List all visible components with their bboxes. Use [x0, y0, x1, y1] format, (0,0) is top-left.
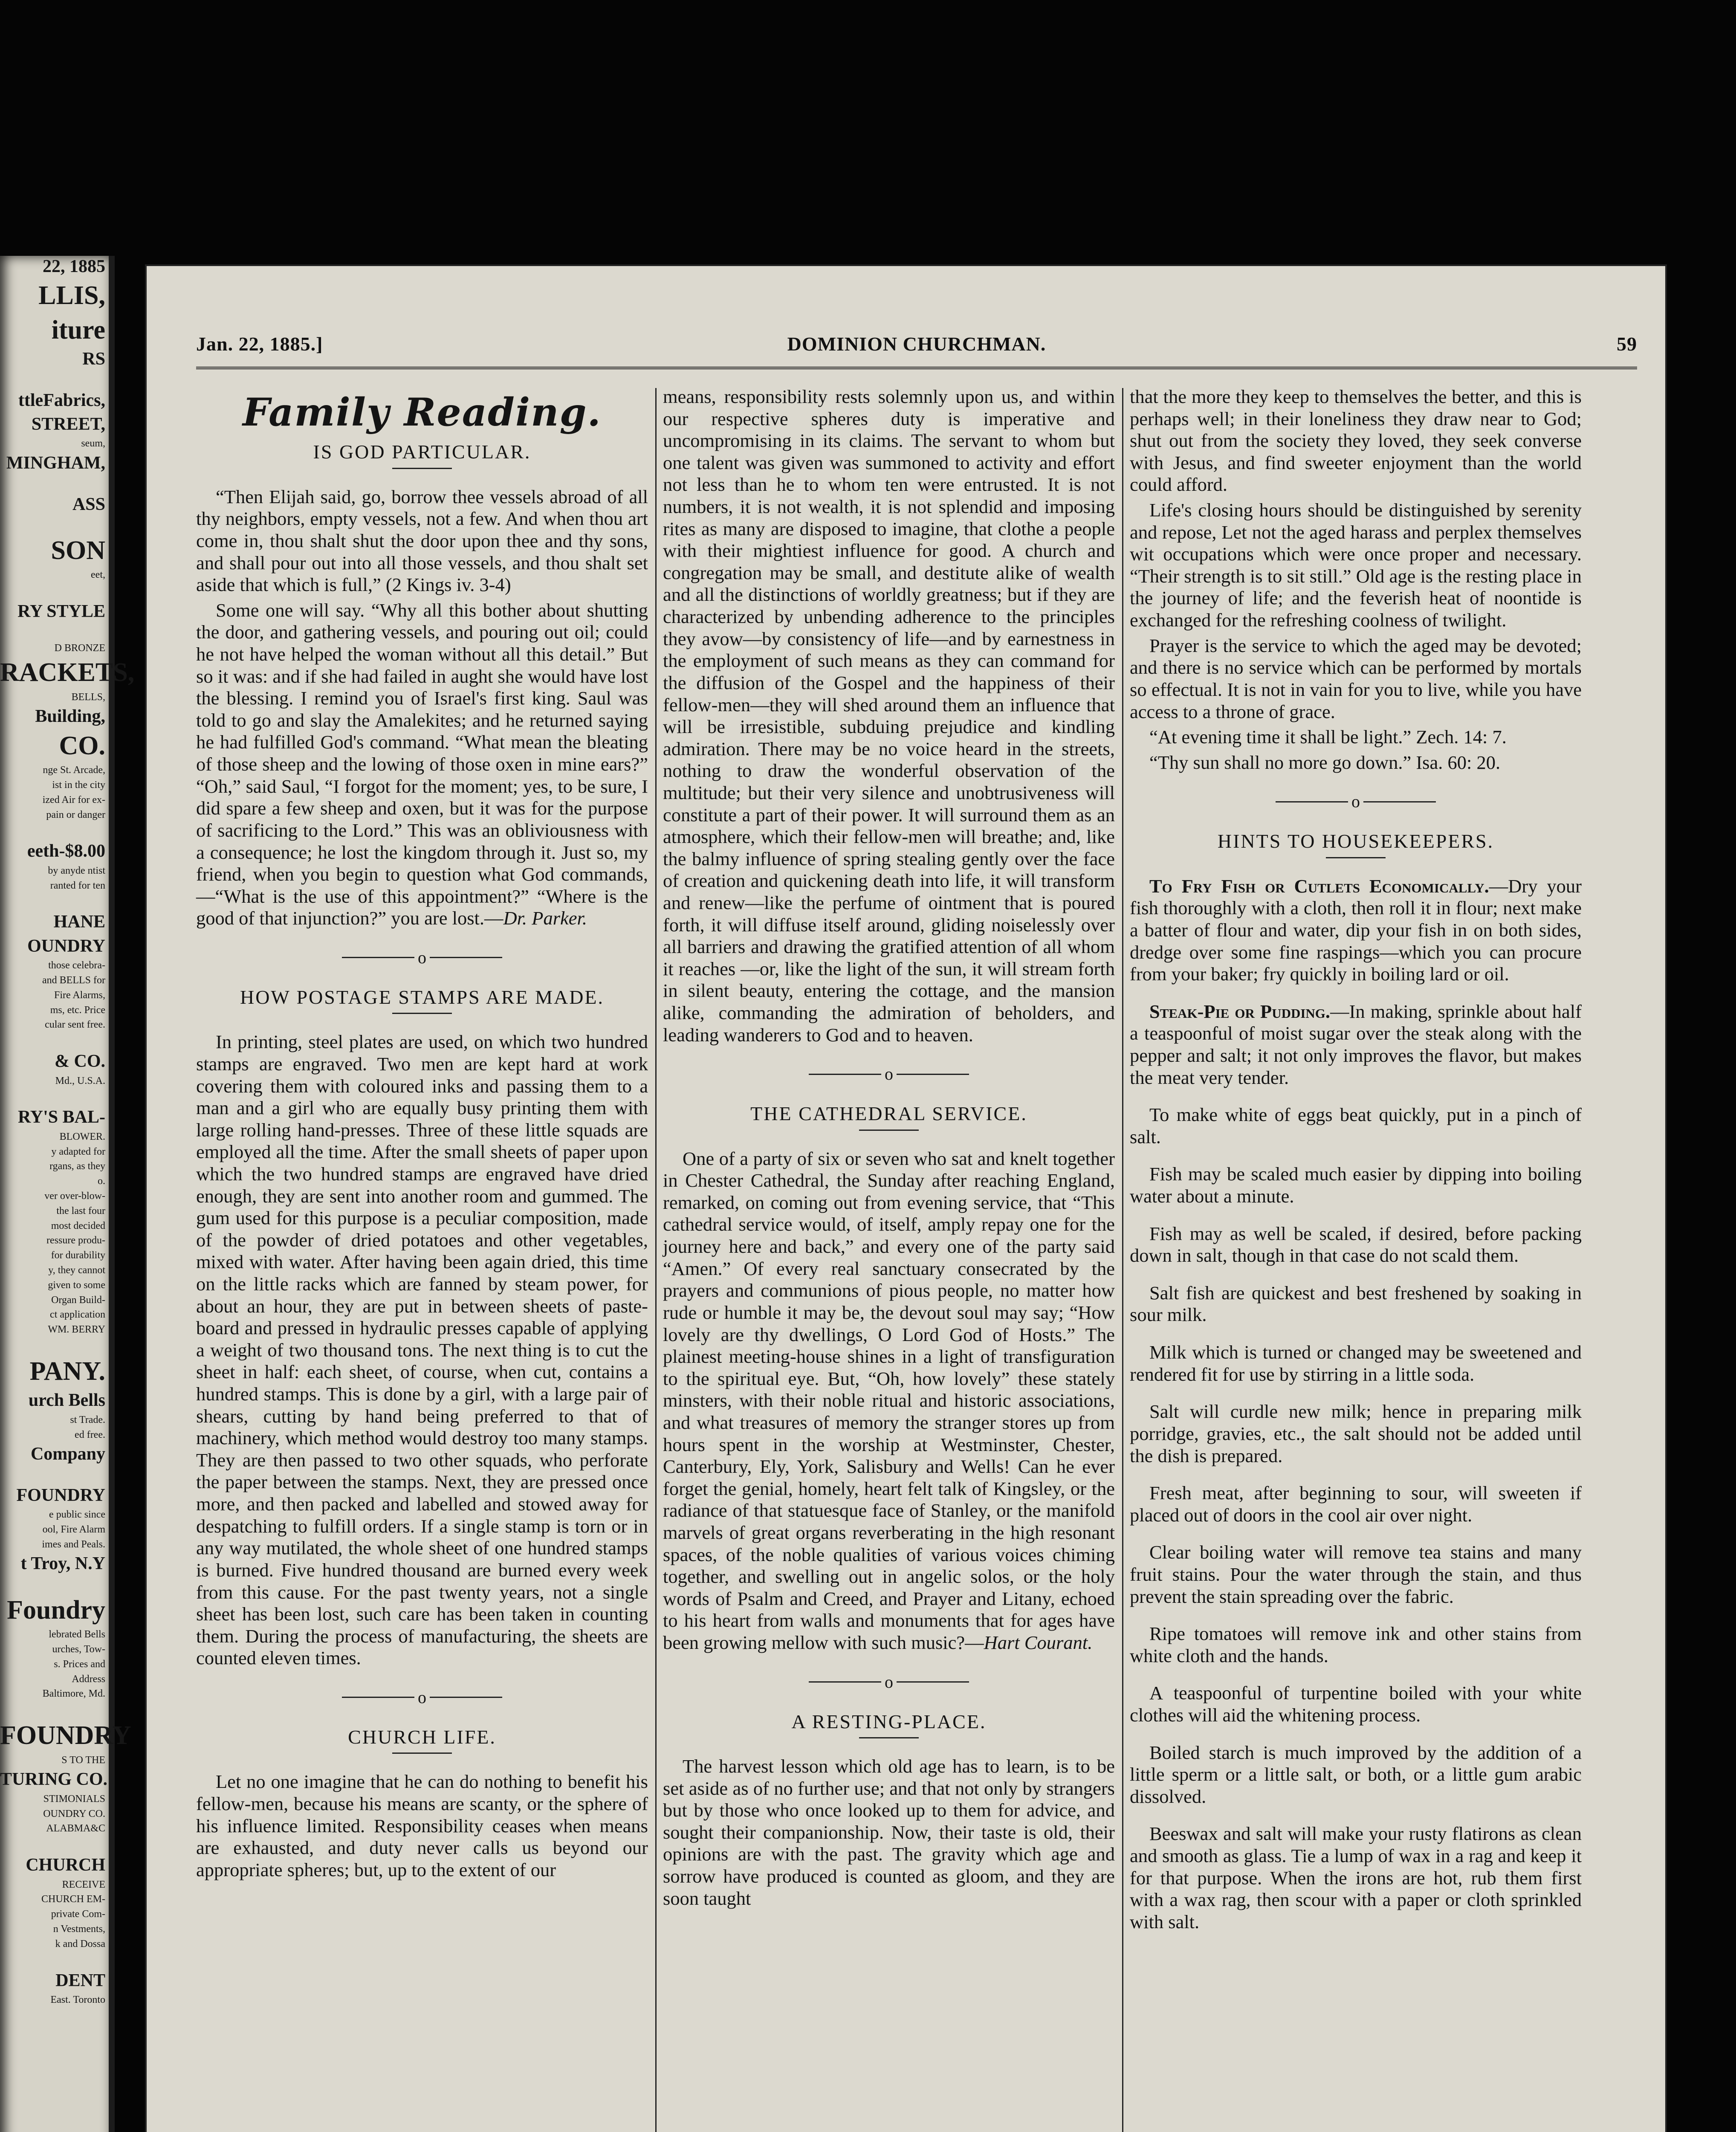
hint-fry-fish [1130, 875, 1582, 985]
adjacent-page-fragment: DENT [55, 1970, 105, 1990]
hint-item: A teaspoonful of turpentine boiled with your white clothes will aid the whitening process. [1130, 1682, 1582, 1726]
adjacent-page-fragment: ct application [50, 1309, 105, 1321]
adjacent-page-fragment: most decided [51, 1220, 105, 1231]
adjacent-page-fragment: n Vestments, [53, 1923, 105, 1935]
adjacent-page-fragment: BLOWER. [59, 1131, 105, 1142]
column-3 [1130, 386, 1582, 2132]
adjacent-page-fragment: STIMONIALS [43, 1793, 105, 1805]
hint-item: Ripe tomatoes will remove ink and other stains from white cloth and the hands. [1130, 1623, 1582, 1666]
adjacent-page-fragment: STREET, [31, 414, 105, 434]
adjacent-page-fragment: ed free. [75, 1429, 105, 1440]
adjacent-page-fragment: eet, [91, 569, 105, 581]
paragraph: The harvest lesson which old age has to learn, is to be set aside as of no further use; and that not only by strangers but by those who once looked up to them for advice, and sought their companionship. Now, their taste is old, their opinions are with the past. The gravity which age and sorrow have produced is counted as gloom, and they are soon taught [663, 1755, 1115, 1909]
adjacent-page-fragment: WM. BERRY [48, 1324, 105, 1335]
hint-item: Fish may as well be scaled, if desired, before packing down in salt, though in that case do not scald them. [1130, 1222, 1582, 1266]
hint-item: Clear boiling water will remove tea stains and many fruit stains. Pour the water through the stain, and thus prevent the stain spreading over the fabric. [1130, 1541, 1582, 1607]
adjacent-page-fragment: 22, 1885 [43, 257, 105, 276]
adjacent-page-fragment: RS [82, 349, 105, 369]
column-rule [655, 388, 657, 2132]
adjacent-page-fragment: OUNDRY CO. [43, 1808, 105, 1819]
heading-rule [392, 468, 452, 469]
heading-rule [859, 1737, 919, 1738]
adjacent-page-fragment: imes and Peals. [42, 1538, 105, 1550]
adjacent-page-fragment: s. Prices and [54, 1658, 105, 1670]
hint-item: Salt fish are quickest and best freshened by soaking in sour milk. [1130, 1282, 1582, 1326]
adjacent-page-fragment: for durability [51, 1250, 105, 1261]
adjacent-page-fragment: LLIS, [38, 281, 105, 310]
adjacent-page-fragment: ool, Fire Alarm [42, 1524, 105, 1535]
hint-title: To Fry Fish or Cutlets Economically. [1149, 875, 1489, 897]
article-heading: IS GOD PARTICULAR. [313, 441, 531, 463]
article-resting-place [663, 1710, 1115, 1910]
adjacent-page-fragment: ized Air for ex- [42, 794, 105, 805]
running-head [196, 324, 1637, 369]
article-heading: HOW POSTAGE STAMPS ARE MADE. [240, 986, 605, 1008]
hint-item: To make white of eggs beat quickly, put in a pinch of salt. [1130, 1104, 1582, 1147]
article-hints-to-housekeepers [1130, 830, 1582, 1933]
paragraph: Let no one imagine that he can do nothing to benefit his fellow-men, because his means are scanty, or the sphere of his influence limited. Responsibility ceases when means are exhausted, and duty never calls us beyond our appropriate spheres; but, up to the extent of our [196, 1771, 648, 1880]
hint-steak-pie [1130, 1001, 1582, 1089]
adjacent-page-fragment: seum, [81, 438, 105, 449]
article-heading: HINTS TO HOUSEKEEPERS. [1217, 830, 1494, 852]
scripture-quote: “At evening time it shall be light.” Zech. 14: 7. [1149, 726, 1507, 748]
adjacent-page-fragment: eeth-$8.00 [27, 841, 105, 861]
adjacent-page-fragment: urch Bells [28, 1390, 105, 1411]
adjacent-page-fragment: FOUNDRY [0, 1721, 131, 1750]
adjacent-page-fragment: MINGHAM, [6, 453, 105, 473]
adjacent-page-fragment: RECEIVE [62, 1879, 105, 1890]
attribution: Dr. Parker. [503, 907, 587, 929]
hint-title: Steak-Pie or Pudding. [1149, 1000, 1331, 1022]
column-1 [196, 386, 648, 2132]
paragraph-continued: means, responsibility rests solemnly upon us, and within our respective spheres duty is imperative and uncompromising in its claims. The servant to whom but one talent was given was summoned to activity and effort not less than he to whom ten were entrusted. It is not numbers, it is not wealth, it is not splendid and imposing rites as many are disposed to imagine, that clothe a people with their mightiest influence for good. A church and congregation may be small, and destitute alike of wealth and all the distinctions of worldly greatness; but if they are characterized by unbending adherence to the principles they avow—by consistency of life—and by earnestness in the employment of such means as they can command for the diffusion of the Gospel and the happiness of their fellow-men—they will shed around them an influence that will be irresistible, subduing prejudice and kindling admiration. There may be no voice heard in the streets, nothing to draw the wonderful observation of the multitude; but their very silence and unobtrusiveness will constitute a part of their power. It will surround them as an atmosphere, which their fellow-men will breathe; and, like the balmy influence of spring stealing gently over the face of creation and quickening death into life, it will transform and renew—like the perfume of ointment that is poured forth, it will diffuse itself around, gliding noiselessly over all barriers and drawing the gratified attention of all whom it reaches —or, like the light of the sun, it will stream forth in silent beauty, entering the cottage, and the mansion alike, commanding the admiration of beholders, and leading wanderers to God and to heaven. [663, 386, 1115, 1046]
page-number: 59 [1617, 333, 1637, 355]
adjacent-page-fragment: ttleFabrics, [18, 390, 105, 410]
column-rule [1122, 388, 1123, 2132]
paragraph-text: Some one will say. “Why all this bother about shutting the door, and gathering vessels, and pouring out oil; could he not have helped the woman without all this detail.” But so it was: and if she had failed in aught she would have lost the blessing. I remind you of Israel's first king. Saul was told to go and slay the Amalekites; and he returned saying he had fulfilled God's command. “What mean the bleating of those sheep and the lowing of those oxen in mine ears?” “Oh,” said Saul, “I forgot for the moment; yes, to be sure, I did spare a few sheep and oxen, but it was for the purpose of sacrificing to the Lord.” This was an obliviousness with a consequence; he lost the kingdom through it. Just so, my friend, when you begin to question what God commands,—“What is the use of this appointment?” “Where is the good of that injunction?” you are lost.— [196, 599, 648, 929]
adjacent-page-fragment: RY'S BAL- [17, 1107, 105, 1127]
paragraph: Prayer is the service to which the aged may be devoted; and there is no service which can be performed by mortals so effectual. It is not in vain for you to live, while you have access to a throne of grace. [1130, 634, 1582, 722]
article-postage-stamps [196, 986, 648, 1669]
adjacent-page-fragment: the last four [56, 1205, 105, 1217]
scripture-quote: “Thy sun shall no more go down.” Isa. 60: 20. [1149, 751, 1501, 773]
adjacent-page-fragment: ms, etc. Price [50, 1004, 105, 1016]
adjacent-page-fragment: Baltimore, Md. [42, 1688, 105, 1700]
paragraph: “Then Elijah said, go, borrow thee vessels abroad of all thy neighbors, empty vessels, not a few. And when thou art come in, thou shalt shut the door upon thee and thy sons, and shall pour out into all those vessels, and thou shalt set aside that which is full,” (2 Kings iv. 3-4) [196, 486, 648, 596]
adjacent-page-fragment: iture [51, 315, 105, 345]
adjacent-page-fragment: pain or danger [46, 809, 105, 820]
newspaper-page [145, 264, 1667, 2132]
section-separator: o [196, 949, 648, 966]
adjacent-page-fragment: cular sent free. [45, 1019, 105, 1031]
section-title: Family Reading. [243, 390, 602, 435]
paragraph [196, 600, 648, 930]
article-church-life [196, 1726, 648, 1881]
section-separator: o [663, 1674, 1115, 1691]
adjacent-page-fragment: PANY. [29, 1356, 105, 1386]
adjacent-page-fragment: ist in the city [52, 779, 105, 791]
adjacent-page-fragment: Company [30, 1444, 105, 1464]
adjacent-page-fragment: ALABMA&C [46, 1823, 105, 1834]
adjacent-page-fragment: RY STYLE [17, 602, 105, 622]
adjacent-page-fragment: East. Toronto [50, 1994, 105, 2005]
adjacent-page-fragment: given to some [48, 1279, 105, 1291]
adjacent-page-fragment: D BRONZE [54, 642, 105, 654]
adjacent-page-fragment: those celebra- [48, 960, 105, 971]
adjacent-page-fragment: Md., U.S.A. [55, 1075, 105, 1086]
adjacent-page-fragment: k and Dossa [55, 1938, 105, 1950]
heading-rule [1326, 857, 1386, 858]
hint-item: Fresh meat, after beginning to sour, will sweeten if placed out of doors in the cool air over night. [1130, 1482, 1582, 1526]
adjacent-page-fragment: Building, [35, 707, 105, 727]
article-is-god-particular [196, 440, 648, 930]
adjacent-page-fragment: lebrated Bells [49, 1629, 105, 1640]
section-separator: o [1130, 793, 1582, 810]
adjacent-page-fragment: FOUNDRY [16, 1485, 105, 1505]
hint-text: —Dry your fish thoroughly with a cloth, then roll it in flour; next make a batter of flour and water, dip your fish in on both sides, dredge over some fine raspings—which you can procure from your baker; fry quickly in boiling lard or oil. [1130, 875, 1582, 985]
adjacent-page-fragment: TURING CO. [0, 1770, 108, 1790]
adjacent-page-fragment: e public since [49, 1509, 105, 1521]
adjacent-page-fragment: & CO. [55, 1052, 105, 1072]
adjacent-page-fragment: S TO THE [61, 1754, 105, 1766]
adjacent-page-fragment: y, they cannot [48, 1264, 105, 1276]
column-2 [663, 386, 1115, 2132]
article-heading: THE CATHEDRAL SERVICE. [750, 1103, 1027, 1125]
adjacent-page-fragment: HANE [53, 912, 105, 932]
hint-text: —In making, sprinkle about half a teaspoonful of moist sugar over the steak along with the pepper and salt; it not only improves the flavor, but makes the meat very tender. [1130, 1000, 1582, 1088]
paragraph-text: One of a party of six or seven who sat and knelt together in Chester Cathedral, the Sunday after reaching England, remarked, on coming out from evening service, that “This cathedral service would, of itself, amply repay one for the journey here and back,” and every one of the party said “Amen.” Of every real sanctuary consecrated by the prayers and communions of pious people, no matter how rude or humble it may be, the devout soul may say; “How lovely are thy dwellings, O Lord God of Hosts.” The plainest meeting-house shines in a light of transfiguration to the spiritual eye. But, “Oh, how lovely” these stately minsters, with their noble ritual and historic associations, and what treasures of memory the stranger stores up from hours spent in the worship at Westminster, Chester, Canterbury, Ely, York, Salisbury and Wells! Can he ever forget the genial, homely, heart felt talk of Kingsley, or the radiance of that statuesque face of Stanley, or the manifold marvels of great organs reverberating in the high resonant spaces, of the noble qualities of various voices chiming together, and swelling out in angelic solos, or the holy words of Psalm and Creed, and Prayer and Litany, echoed to his heart from walls and monuments that for ages have been growing mellow with such music?— [663, 1147, 1115, 1654]
adjacent-page-fragment: t Troy, N.Y [20, 1554, 105, 1574]
hint-item: Salt will curdle new milk; hence in preparing milk porridge, gravies, etc., the salt should not be added until the dish is prepared. [1130, 1401, 1582, 1466]
article-cathedral-service [663, 1102, 1115, 1654]
paragraph [663, 1148, 1115, 1654]
adjacent-page-fragment: rgans, as they [49, 1161, 105, 1172]
article-heading: A RESTING-PLACE. [791, 1710, 987, 1732]
adjacent-page-fragment: RACKETS, [0, 658, 135, 687]
adjacent-page-fragment: o. [98, 1176, 105, 1187]
heading-rule [392, 1013, 452, 1014]
paragraph: Life's closing hours should be distinguished by serenity and repose, Let not the aged harass and perplex themselves wit occupations which were once proper and necessary. “Their strength is to sit still.” Old age is the resting place in the journey of life; and the feverish heat of noontide is exchanged for the refreshing coolness of twilight. [1130, 499, 1582, 631]
hint-item: Fish may be scaled much easier by dipping into boiling water about a minute. [1130, 1163, 1582, 1207]
adjacent-page-fragment: Foundry [7, 1595, 105, 1625]
adjacent-page-fragment: ressure produ- [46, 1235, 105, 1246]
publication-title: DOMINION CHURCHMAN. [787, 333, 1046, 355]
paragraph-continued: that the more they keep to themselves the better, and this is perhaps well; in their loneliness they draw near to God; shut out from the society they loved, they seek converse with Jesus, and find sweeter enjoyment than the world could afford. [1130, 386, 1582, 495]
adjacent-page-fragment: Fire Alarms, [54, 989, 105, 1001]
hints-list [1130, 1104, 1582, 1933]
adjacent-page-fragment: OUNDRY [27, 936, 105, 956]
heading-rule [392, 1753, 452, 1754]
adjacent-page-fragment: private Com- [51, 1909, 105, 1920]
section-separator: o [196, 1689, 648, 1706]
adjacent-page-fragment: urches, Tow- [52, 1644, 105, 1655]
adjacent-page-fragment: ASS [72, 494, 105, 514]
adjacent-page-fragment: BELLS, [71, 691, 105, 703]
adjacent-page-fragment: ver over-blow- [44, 1190, 105, 1202]
adjacent-page-fragment: Organ Build- [51, 1294, 105, 1306]
adjacent-page-fragment: ranted for ten [50, 880, 105, 891]
paragraph: In printing, steel plates are used, on which two hundred stamps are engraved. Two men are kept hard at work covering them with coloured inks and passing them to a man and a girl who are equally busy printing them with large rolling hand-presses. Three of these little squads are employed all the time. After the small sheets of paper upon which the two hundred stamps are engraved have dried enough, they are sent into another room and gummed. The gum used for this purpose is a peculiar composition, made of the powder of dried potatoes and other vegetables, mixed with water. After having been again dried, this time on the little racks which are fanned by steam power, for about an hour, they are put in between sheets of paste-board and pressed in hydraulic presses capable of applying a weight of two thousand tons. The next thing is to cut the sheet in half: each sheet, of course, when cut, contains a hundred stamps. This is done by a girl, with a large pair of shears, cutting by hand being preferred to that of machinery, which method would destroy too many stamps. They are then passed to two other squads, who perforate the paper between the stamps. Next, they are pressed once more, and then packed and labelled and stowed away for despatching to fulfill orders. If a single stamp is torn or in any way mutilated, the whole sheet of one hundred stamps is burned. Five hundred thousand are burned every week from this cause. For the past twenty years, not a single sheet has been lost, such care has been taken in counting them. During the process of manufacturing, the sheets are counted eleven times. [196, 1031, 648, 1669]
heading-rule [859, 1130, 919, 1131]
adjacent-page-strip [0, 256, 135, 2132]
hint-item: Milk which is turned or changed may be sweetened and rendered fit for use by stirring in a little soda. [1130, 1341, 1582, 1385]
attribution: Hart Courant. [984, 1632, 1093, 1654]
adjacent-page-fragment: by anyde ntist [48, 865, 105, 876]
adjacent-page-fragment: SON [51, 536, 105, 565]
adjacent-page-fragment: y adapted for [51, 1146, 105, 1157]
adjacent-page-fragment: CO. [59, 731, 105, 760]
hint-item: Boiled starch is much improved by the addition of a little sperm or a little salt, or both, or a little gum arabic dissolved. [1130, 1741, 1582, 1807]
adjacent-page-fragment: st Trade. [70, 1414, 105, 1425]
adjacent-page-fragment: CHURCH [26, 1855, 105, 1875]
adjacent-page-fragment: and BELLS for [42, 975, 105, 986]
section-separator: o [663, 1066, 1115, 1083]
issue-date: Jan. 22, 1885.] [196, 333, 323, 355]
article-heading: CHURCH LIFE. [348, 1726, 496, 1748]
adjacent-page-fragment: CHURCH EM- [41, 1894, 105, 1905]
hint-item: Beeswax and salt will make your rusty flatirons as clean and smooth as glass. Tie a lump of wax in a rag and keep it for that purpose. When the irons are hot, rub them first with a wax rag, then scour with a paper or cloth sprinkled with salt. [1130, 1823, 1582, 1932]
adjacent-page-fragment: Address [72, 1673, 105, 1685]
adjacent-page-fragment: nge St. Arcade, [43, 765, 105, 776]
